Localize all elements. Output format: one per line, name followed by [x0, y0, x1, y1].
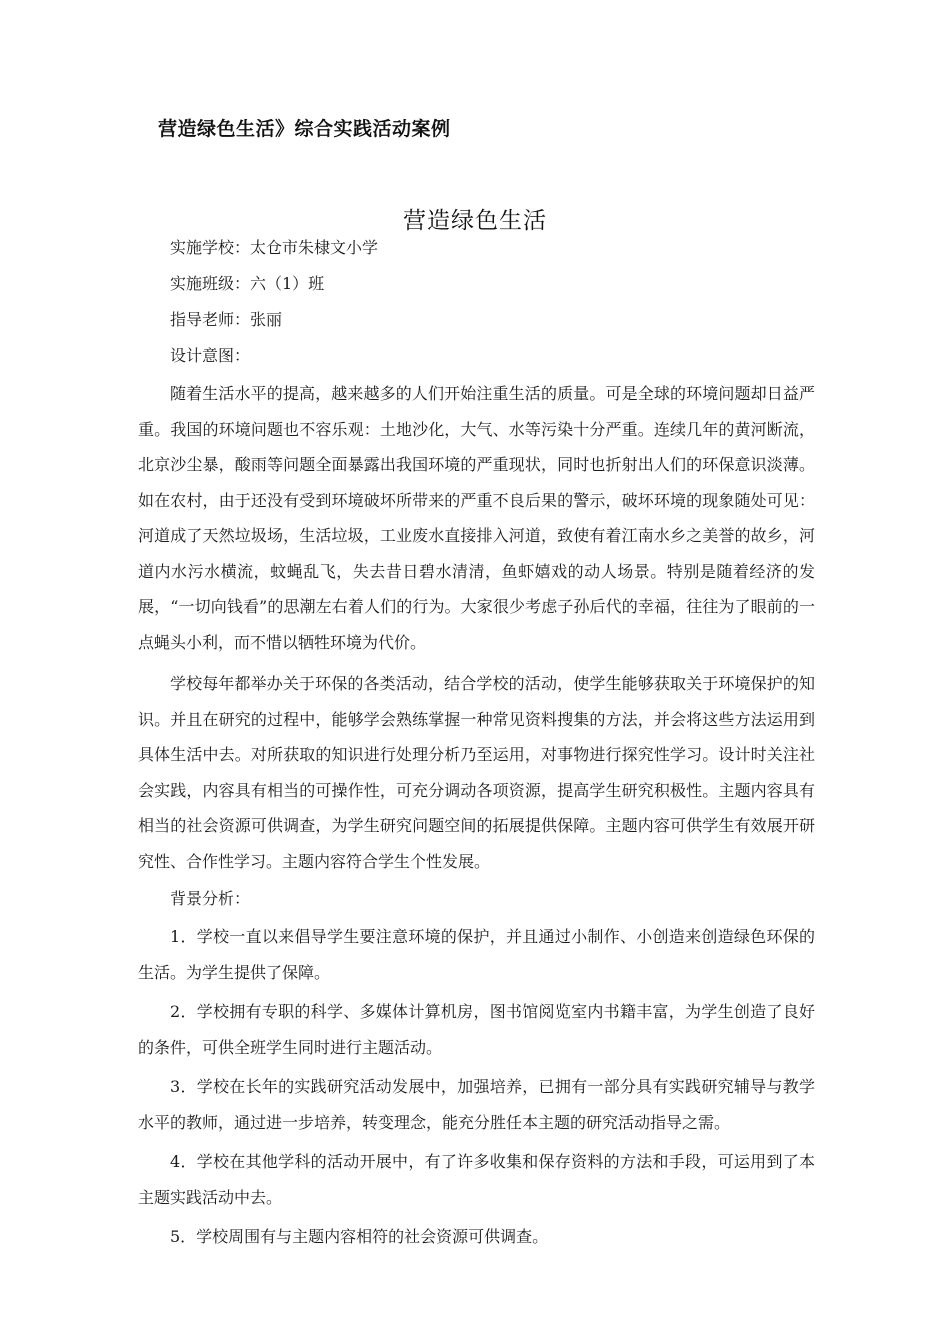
class-line: 实施班级：六（1）班	[170, 274, 325, 293]
background-item: 4．学校在其他学科的活动开展中，有了许多收集和保存资料的方法和手段，可运用到了本主题实践活动中去。	[138, 1152, 815, 1207]
design-paragraph: 随着生活水平的提高，越来越多的人们开始注重生活的质量。可是全球的环境问题却日益严重。我国的环境问题也不容乐观：土地沙化，大气、水等污染十分严重。连续几年的黄河断流，北京沙尘暴，酸雨等问题全面暴露出我国环境的严重现状，同时也折射出人们的环保意识淡薄。如在农村，由于还没有受到环境破坏所带来的严重不良后果的警示，破坏环境的现象随处可见：河道成了天然垃圾场，生活垃圾，工业废水直接排入河道，致使有着江南水乡之美誉的故乡，河道内水污水横流，蚊蝇乱飞，失去昔日碧水清清，鱼虾嬉戏的动人场景。特别是随着经济的发展，“一切向钱看”的思潮左右着人们的行为。大家很少考虑子孙后代的幸福，往往为了眼前的一点蝇头小利，而不惜以牺牲环境为代价。	[138, 384, 815, 652]
design-heading: 设计意图：	[170, 346, 251, 365]
document-header-title: 营造绿色生活》综合实践活动案例	[158, 118, 451, 140]
background-heading: 背景分析：	[170, 889, 251, 908]
background-item: 3．学校在长年的实践研究活动发展中，加强培养，已拥有一部分具有实践研究辅导与教学水平的教师，通过进一步培养，转变理念，能充分胜任本主题的研究活动指导之需。	[138, 1077, 815, 1132]
teacher-line: 指导老师：张丽	[170, 310, 283, 329]
school-line: 实施学校：太仓市朱棣文小学	[170, 238, 379, 257]
main-title: 营造绿色生活	[403, 208, 547, 234]
background-item: 2．学校拥有专职的科学、多媒体计算机房，图书馆阅览室内书籍丰富，为学生创造了良好的条件，可供全班学生同时进行主题活动。	[138, 1002, 815, 1057]
document-body	[138, 230, 815, 1255]
design-paragraph: 学校每年都举办关于环保的各类活动，结合学校的活动，使学生能够获取关于环境保护的知识。并且在研究的过程中，能够学会熟练掌握一种常见资料搜集的方法，并会将这些方法运用到具体生活中去。对所获取的知识进行处理分析乃至运用，对事物进行探究性学习。设计时关注社会实践，内容具有相当的可操作性，可充分调动各项资源，提高学生研究积极性。主题内容具有相当的社会资源可供调查，为学生研究问题空间的拓展提供保障。主题内容可供学生有效展开研究性、合作性学习。主题内容符合学生个性发展。	[138, 674, 815, 871]
background-item: 1．学校一直以来倡导学生要注意环境的保护，并且通过小制作、小创造来创造绿色环保的生活。为学生提供了保障。	[138, 927, 815, 982]
background-item: 5．学校周围有与主题内容相符的社会资源可供调查。	[170, 1227, 549, 1246]
